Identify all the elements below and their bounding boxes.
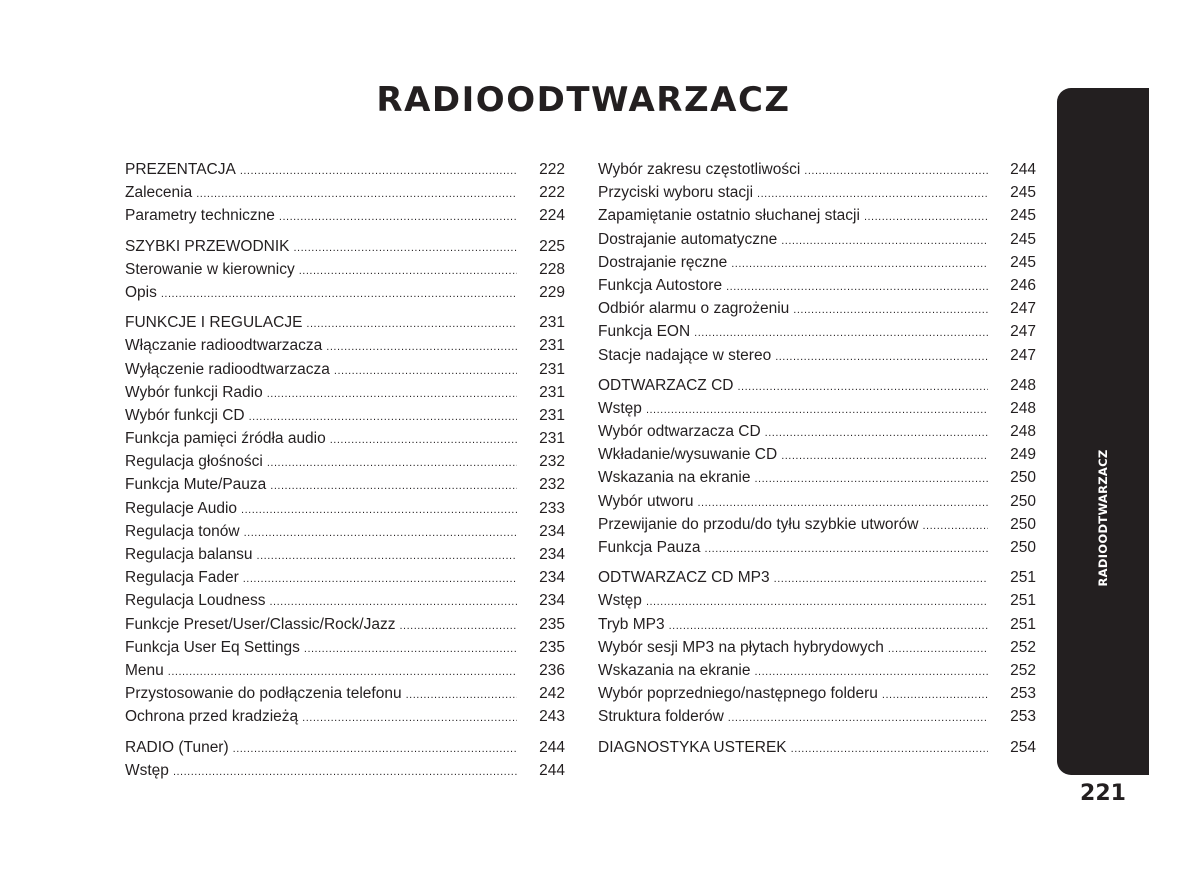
toc-entry-label: ODTWARZACZ CD MP3: [598, 569, 770, 587]
toc-entry-page: 245: [1010, 253, 1036, 271]
toc-entry-label: Regulacja Loudness: [125, 592, 266, 610]
toc-entry-page: 250: [1010, 515, 1036, 533]
toc-entry-label: Wybór poprzedniego/następnego folderu: [598, 685, 878, 703]
toc-entry: [598, 589, 1036, 612]
toc-entry-label: Ochrona przed kradzieżą: [125, 708, 299, 726]
dot-leader: [705, 538, 988, 561]
toc-entry-label: Wskazania na ekranie: [598, 469, 751, 487]
toc-entry-label: Wybór funkcji Radio: [125, 383, 263, 401]
dot-leader: [774, 568, 988, 591]
toc-entry-label: Zalecenia: [125, 184, 193, 202]
toc-entry-label: Regulacja balansu: [125, 546, 253, 563]
toc-entry: [125, 589, 565, 612]
toc-entry-label: Funkcja EON: [598, 323, 691, 341]
toc-entry-page: 243: [539, 708, 565, 726]
dot-leader: [781, 230, 988, 253]
toc-entry-label: Wybór utworu: [598, 492, 694, 510]
toc-group: [125, 235, 565, 305]
toc-entry-label: Funkcja Autostore: [598, 276, 723, 294]
toc-entry-label: Stacje nadające w stereo: [598, 346, 772, 364]
dot-leader: [737, 376, 988, 399]
dot-leader: [888, 638, 988, 661]
toc-entry-page: 252: [1010, 661, 1036, 679]
dot-leader: [299, 260, 517, 283]
dot-leader: [731, 253, 988, 276]
toc-entry-page: 253: [1010, 708, 1036, 726]
toc-entry-page: 248: [1010, 423, 1036, 441]
toc-entry-label: SZYBKI PRZEWODNIK: [125, 237, 290, 255]
toc-entry-label: Wskazania na ekranie: [598, 661, 751, 679]
dot-leader: [646, 399, 988, 422]
dot-leader: [257, 545, 517, 568]
toc-entry-page: 231: [539, 406, 565, 424]
dot-leader: [775, 346, 988, 369]
toc-entry: [125, 427, 565, 450]
toc-group: [598, 158, 1036, 367]
toc-group: [598, 374, 1036, 560]
dot-leader: [270, 475, 517, 498]
toc-entry-page: 248: [1010, 376, 1036, 394]
toc-entry: [125, 334, 565, 357]
toc-entry-page: 224: [539, 207, 565, 225]
toc-entry-page: 254: [1010, 738, 1036, 756]
toc-entry-label: Regulacja głośności: [125, 453, 263, 471]
toc-entry: [125, 520, 565, 543]
toc-entry: [125, 659, 565, 682]
dot-leader: [755, 661, 989, 684]
dot-leader: [267, 452, 517, 475]
toc-entry-label: Tryb MP3: [598, 615, 665, 633]
toc-group: [598, 736, 1036, 759]
dot-leader: [267, 383, 517, 406]
toc-entry: [125, 204, 565, 227]
toc-entry-label: Wyłączenie radioodtwarzacza: [125, 360, 330, 378]
toc-entry: [598, 374, 1036, 397]
dot-leader: [334, 360, 517, 383]
toc-entry-page: 249: [1010, 446, 1036, 464]
toc-entry-page: 233: [539, 499, 565, 517]
dot-leader: [882, 684, 988, 707]
toc-entry-page: 235: [539, 615, 565, 633]
dot-leader: [279, 206, 517, 229]
dot-leader: [306, 313, 517, 336]
dot-leader: [781, 445, 988, 468]
dot-leader: [241, 499, 517, 522]
toc-entry: [598, 274, 1036, 297]
toc-entry: [125, 258, 565, 281]
toc-entry-page: 222: [539, 161, 565, 178]
toc-entry-label: Przewijanie do przodu/do tyłu szybkie utworów: [598, 515, 919, 533]
toc-entry-label: Odbiór alarmu o zagrożeniu: [598, 300, 790, 318]
toc-entry: [598, 397, 1036, 420]
toc-entry-page: 244: [539, 738, 565, 756]
toc-entry: [125, 759, 565, 782]
dot-leader: [294, 237, 518, 260]
toc-entry-label: Włączanie radioodtwarzacza: [125, 337, 323, 355]
dot-leader: [269, 591, 517, 614]
toc-entry-page: 234: [539, 592, 565, 610]
toc-group: [598, 566, 1036, 728]
toc-entry: [125, 543, 565, 566]
toc-entry-label: Wstęp: [125, 761, 169, 779]
dot-leader: [249, 406, 517, 429]
toc-entry-page: 231: [539, 383, 565, 401]
toc-entry: [125, 158, 565, 181]
toc-entry: [598, 181, 1036, 204]
toc-entry-label: Regulacja Fader: [125, 569, 239, 587]
dot-leader: [161, 283, 517, 306]
dot-leader: [726, 276, 988, 299]
toc-entry: [598, 320, 1036, 343]
toc-entry: [125, 450, 565, 473]
toc-entry: [598, 490, 1036, 513]
toc-entry-page: 232: [539, 453, 565, 471]
toc-entry-page: 231: [539, 314, 565, 332]
toc-entry-page: 250: [1010, 469, 1036, 487]
toc-left-column: [125, 158, 565, 782]
dot-leader: [168, 661, 517, 684]
toc-entry: [598, 613, 1036, 636]
toc-entry: [598, 536, 1036, 559]
toc-entry: [125, 682, 565, 705]
toc-entry-page: 234: [539, 522, 565, 540]
toc-entry-label: Przyciski wyboru stacji: [598, 184, 754, 202]
toc-entry-label: Funkcja Pauza: [598, 539, 701, 556]
dot-leader: [326, 336, 517, 359]
toc-entry-label: Parametry techniczne: [125, 207, 275, 225]
dot-leader: [196, 183, 517, 206]
toc-entry: [598, 420, 1036, 443]
toc-entry-label: FUNKCJE I REGULACJE: [125, 314, 303, 332]
side-tab-label: RADIOODTWARZACZ: [1096, 449, 1110, 587]
toc-entry-label: Opis: [125, 283, 157, 301]
toc-entry: [125, 736, 565, 759]
dot-leader: [302, 707, 517, 730]
toc-entry: [598, 251, 1036, 274]
toc-entry-page: 245: [1010, 184, 1036, 202]
toc-entry-label: Regulacja tonów: [125, 522, 240, 540]
dot-leader: [697, 492, 988, 515]
dot-leader: [233, 738, 517, 761]
toc-entry: [125, 636, 565, 659]
section-side-tab: [1057, 88, 1149, 775]
toc-entry-label: Wstęp: [598, 592, 642, 610]
toc-entry-label: Dostrajanie ręczne: [598, 253, 728, 271]
toc-entry: [125, 705, 565, 728]
toc-entry-label: Przystosowanie do podłączenia telefonu: [125, 685, 402, 703]
toc-entry-label: Wybór zakresu częstotliwości: [598, 161, 801, 178]
dot-leader: [646, 591, 988, 614]
toc-entry-page: 247: [1010, 323, 1036, 341]
toc-entry-page: 247: [1010, 300, 1036, 318]
toc-entry-label: Sterowanie w kierownicy: [125, 260, 295, 278]
toc-entry: [598, 566, 1036, 589]
toc-entry-label: Struktura folderów: [598, 708, 724, 726]
toc-entry: [598, 513, 1036, 536]
toc-entry: [125, 235, 565, 258]
dot-leader: [728, 707, 988, 730]
toc-entry: [598, 344, 1036, 367]
toc-group: [125, 736, 565, 782]
toc-entry-label: Funkcja pamięci źródła audio: [125, 430, 326, 448]
toc-entry: [125, 281, 565, 304]
toc-entry-page: 222: [539, 184, 565, 202]
toc-entry: [598, 228, 1036, 251]
toc-entry-page: 247: [1010, 346, 1036, 364]
toc-entry-page: 231: [539, 360, 565, 378]
toc-entry-page: 251: [1010, 569, 1036, 587]
toc-entry: [598, 682, 1036, 705]
toc-entry-page: 250: [1010, 492, 1036, 510]
toc-entry-label: Dostrajanie automatyczne: [598, 230, 778, 248]
dot-leader: [243, 568, 517, 591]
toc-entry-page: 242: [539, 685, 565, 703]
toc-entry-label: Menu: [125, 661, 164, 679]
toc-entry-page: 236: [539, 661, 565, 679]
dot-leader: [793, 299, 988, 322]
toc-right-column: [598, 158, 1036, 759]
toc-entry: [125, 181, 565, 204]
toc-entry-page: 251: [1010, 592, 1036, 610]
toc-entry: [125, 311, 565, 334]
toc-entry: [598, 636, 1036, 659]
dot-leader: [406, 684, 517, 707]
toc-entry-page: 234: [539, 569, 565, 587]
toc-entry: [125, 566, 565, 589]
toc-entry-page: 252: [1010, 638, 1036, 656]
toc-group: [125, 158, 565, 228]
toc-entry-label: Wstęp: [598, 399, 642, 417]
toc-entry-page: 246: [1010, 276, 1036, 294]
toc-entry-label: DIAGNOSTYKA USTEREK: [598, 738, 787, 756]
dot-leader: [330, 429, 517, 452]
dot-leader: [804, 160, 988, 183]
toc-entry: [125, 613, 565, 636]
toc-entry: [125, 404, 565, 427]
toc-entry: [598, 297, 1036, 320]
toc-entry-page: 253: [1010, 685, 1036, 703]
dot-leader: [244, 522, 517, 545]
toc-entry-label: Funkcja Mute/Pauza: [125, 476, 267, 494]
toc-entry-page: 228: [539, 260, 565, 278]
toc-entry-label: Regulacje Audio: [125, 499, 238, 517]
toc-entry-page: 231: [539, 430, 565, 448]
toc-entry-label: Wkładanie/wysuwanie CD: [598, 446, 778, 464]
toc-entry: [598, 705, 1036, 728]
toc-entry-label: Funkcje Preset/User/Classic/Rock/Jazz: [125, 615, 396, 633]
toc-entry: [598, 659, 1036, 682]
toc-entry-label: ODTWARZACZ CD: [598, 376, 734, 394]
toc-entry-label: Zapamiętanie ostatnio słuchanej stacji: [598, 207, 860, 225]
toc-entry-page: 234: [539, 546, 565, 563]
toc-entry-page: 235: [539, 638, 565, 656]
toc-entry-label: RADIO (Tuner): [125, 738, 229, 756]
toc-entry-page: 250: [1010, 539, 1036, 556]
toc-entry-label: Wybór sesji MP3 na płytach hybrydowych: [598, 638, 884, 656]
toc-entry-page: 229: [539, 283, 565, 301]
toc-entry-label: PREZENTACJA: [125, 161, 236, 178]
dot-leader: [755, 468, 989, 491]
toc-entry: [598, 466, 1036, 489]
dot-leader: [173, 761, 517, 784]
dot-leader: [765, 422, 988, 445]
toc-entry: [125, 473, 565, 496]
toc-entry-page: 248: [1010, 399, 1036, 417]
toc-entry: [598, 736, 1036, 759]
toc-entry-page: 232: [539, 476, 565, 494]
toc-entry: [598, 158, 1036, 181]
dot-leader: [669, 615, 988, 638]
dot-leader: [399, 615, 517, 638]
toc-entry-page: 244: [1010, 161, 1036, 178]
toc-entry: [125, 381, 565, 404]
dot-leader: [757, 183, 988, 206]
toc-entry-page: 245: [1010, 230, 1036, 248]
page-title: RADIOODTWARZACZ: [376, 80, 791, 120]
toc-entry: [125, 497, 565, 520]
toc-entry: [598, 204, 1036, 227]
dot-leader: [240, 160, 517, 183]
toc-entry-label: Wybór odtwarzacza CD: [598, 423, 761, 441]
toc-entry-page: 244: [539, 761, 565, 779]
toc-entry-label: Wybór funkcji CD: [125, 406, 245, 424]
toc-entry-page: 245: [1010, 207, 1036, 225]
toc-entry-page: 231: [539, 337, 565, 355]
toc-entry-page: 225: [539, 237, 565, 255]
dot-leader: [694, 322, 988, 345]
dot-leader: [923, 515, 989, 538]
toc-group: [125, 311, 565, 728]
toc-entry-label: Funkcja User Eq Settings: [125, 638, 300, 656]
page-number: 221: [1080, 781, 1126, 806]
dot-leader: [304, 638, 517, 661]
dot-leader: [864, 206, 988, 229]
toc-entry: [598, 443, 1036, 466]
toc-entry-page: 251: [1010, 615, 1036, 633]
dot-leader: [791, 738, 988, 761]
toc-entry: [125, 358, 565, 381]
